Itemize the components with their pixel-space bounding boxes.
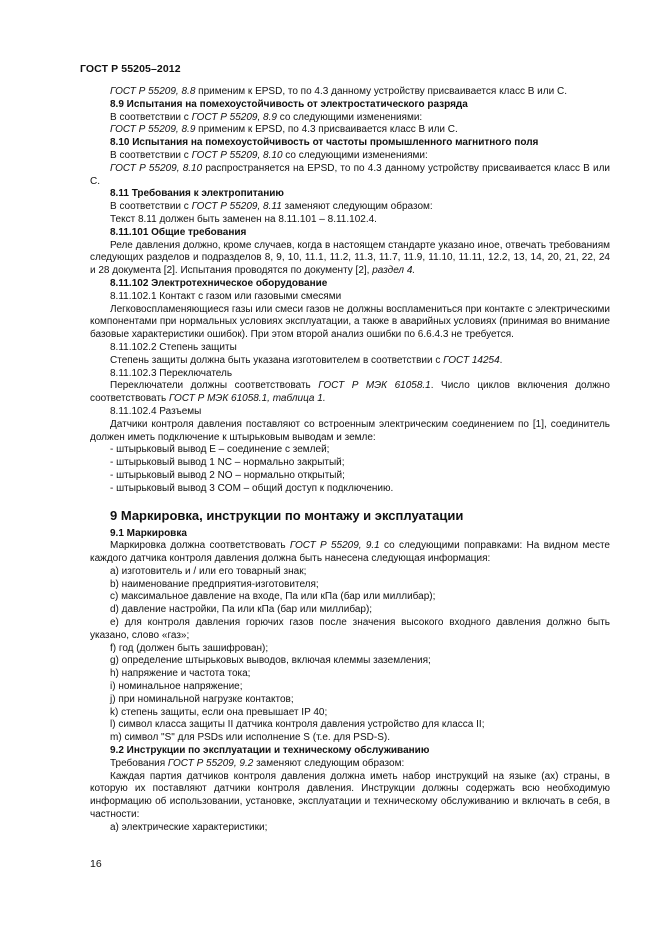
list-item: a) изготовитель и / или его товарный знак; (110, 565, 307, 577)
page-header: ГОСТ Р 55205–2012 (80, 63, 181, 75)
paragraph (90, 240, 610, 278)
subsection-title: 8.11.102.2 Степень защиты (110, 341, 237, 353)
text: применим к EPSD, по 4.3 присваивается класс B или C. (195, 124, 458, 136)
text: распространяется на EPSD, то по 4.3 данному устройству присваивается класс B или C. (90, 162, 610, 187)
list-item: d) давление настройки, Па или кПа (бар или миллибар); (110, 604, 373, 616)
list-item: e) для контроля давления горючих газов после значения высокого входного давления должно быть указано, слово «газ»; (90, 617, 610, 641)
subsection-title: 8.11.102.1 Контакт с газом или газовыми смесями (110, 290, 342, 302)
chapter-heading-9: 9 Маркировка, инструкции по монтажу и эксплуатации (110, 507, 464, 523)
list-item: - штырьковый вывод E – соединение с землей; (110, 444, 330, 456)
list-item: - штырьковый вывод 3 COM – общий доступ к подключению. (110, 482, 394, 494)
subsection-title: 8.11.102.3 Переключатель (110, 367, 233, 379)
text: В соответствии с (110, 111, 192, 123)
doc-reference: ГОСТ Р МЭК 61058.1, таблица 1. (168, 393, 326, 405)
list-item: j) при номинальной нагрузке контактов; (110, 693, 294, 705)
doc-reference: ГОСТ Р 55209, 8.8 (110, 86, 196, 97)
text: Реле давления должно, кроме случаев, когда в настоящем стандарте указано иное, отвечать требованиям следующих разделов и подразделов 8, 9, 10, 11.1, 11.2, 11.3, 11.7, 11.9, 11.10, 11.11, 12.2, 13, 14, 20, 21, 22, 24 и 28 документа [2]. Испытания проводятся по документу [2], (90, 239, 610, 277)
list-item: l) символ класса защиты II датчика контроля давления устройство для класса II; (110, 719, 485, 731)
text: заменяют следующим образом: (253, 757, 405, 769)
paragraph: Текст 8.11 должен быть заменен на 8.11.101 – 8.11.102.4. (110, 213, 377, 225)
subsection-title: 8.11.102.4 Разъемы (110, 405, 202, 417)
doc-reference: ГОСТ Р 55209, 8.10 (191, 149, 283, 161)
paragraph (90, 150, 610, 163)
text: Маркировка должна соответствовать (110, 540, 290, 552)
section-heading-8-11: 8.11 Требования к электропитанию (110, 188, 284, 200)
doc-reference: ГОСТ Р 55209, 9.1 (289, 540, 380, 552)
paragraph: Датчики контроля давления поставляют со встроенным электрическим соединением по [1], соединитель должен иметь подключение к штырьковым выводам и земле: (90, 418, 610, 443)
doc-reference: ГОСТ Р 55209, 8.9 (191, 111, 277, 123)
text: . (499, 354, 503, 366)
list-item: f) год (должен быть зашифрован); (110, 642, 269, 654)
doc-reference: ГОСТ 14254 (443, 354, 500, 366)
text: Требования (110, 757, 168, 769)
section-heading-9-1: 9.1 Маркировка (110, 527, 187, 539)
list-item: m) символ "S" для PSDs или исполнение S (т.е. для PSD-S). (110, 732, 390, 744)
section-heading-9-2: 9.2 Инструкции по эксплуатации и техническому обслуживанию (110, 745, 430, 757)
text: применим к EPSD, то по 4.3 данному устройству присваивается класс B или C. (195, 86, 567, 97)
paragraph (90, 355, 610, 368)
doc-reference: ГОСТ Р 55209, 8.10 (110, 162, 203, 174)
text: заменяют следующим образом: (281, 201, 433, 213)
doc-reference: ГОСТ Р МЭК 61058.1 (318, 380, 431, 392)
text: Переключатели должны соответствовать (110, 380, 319, 392)
doc-reference: ГОСТ Р 55209, 8.9 (110, 124, 196, 136)
list-item: i) номинальное напряжение; (110, 681, 243, 693)
paragraph: Легковоспламеняющиеся газы или смеси газов не должны воспламениться при контакте с электрическими компонентами при нормальных условиях эксплуатации, а также в аварийных условиях (принимая во внимание базовые характеристики ошибок). При этом второй анализ ошибки по 6.6.4.3 не требуется. (90, 303, 610, 341)
paragraph (90, 380, 610, 406)
text: . Число циклов включения должно соответствовать (90, 380, 610, 405)
list-item: h) напряжение и частота тока; (110, 668, 251, 680)
doc-reference: раздел 4. (372, 265, 416, 277)
paragraph (90, 540, 610, 566)
text: В соответствии с (110, 201, 192, 213)
list-item: k) степень защиты, если она превышает IP 40; (110, 706, 328, 718)
paragraph (90, 201, 610, 214)
list-item: g) определение штырьковых выводов, включая клеммы заземления; (110, 655, 431, 667)
section-heading-8-9: 8.9 Испытания на помехоустойчивость от электростатического разряда (110, 98, 468, 110)
paragraph (90, 124, 610, 137)
doc-reference: ГОСТ Р 55209, 8.11 (191, 201, 282, 213)
text: со следующими поправками: На видном месте каждого датчика контроля давления должна быть нанесена следующая информация: (90, 540, 610, 565)
paragraph (90, 112, 610, 125)
doc-reference: ГОСТ Р 55209, 9.2 (167, 757, 254, 769)
page-body (90, 86, 610, 835)
paragraph (90, 163, 610, 189)
list-item: c) максимальное давление на входе, Па или кПа (бар или миллибар); (110, 591, 436, 603)
text: со следующими изменениями: (276, 111, 423, 123)
paragraph (90, 86, 610, 99)
section-heading-8-10: 8.10 Испытания на помехоустойчивость от частоты промышленного магнитного поля (110, 137, 539, 149)
paragraph: Каждая партия датчиков контроля давления должна иметь набор инструкций на языке (ах) страны, в которую их поставляют датчики контроля давления. Инструкции должны содержать всю необходимую информацию об использовании, установке, эксплуатации и техническому обслуживанию и включать в себя, в частности: (90, 770, 610, 821)
page-number: 16 (90, 858, 102, 870)
text: со следующими изменениями: (282, 149, 428, 161)
list-item: - штырьковый вывод 1 NC – нормально закрытый; (110, 457, 345, 469)
text: Степень защиты должна быть указана изготовителем в соответствии с (110, 354, 444, 366)
section-heading-8-11-102: 8.11.102 Электротехническое оборудование (110, 277, 328, 289)
section-heading-8-11-101: 8.11.101 Общие требования (110, 226, 247, 238)
list-item: a) электрические характеристики; (110, 821, 268, 833)
list-item: - штырьковый вывод 2 NO – нормально открытый; (110, 469, 345, 481)
text: В соответствии с (110, 149, 192, 161)
paragraph (90, 758, 610, 771)
list-item: b) наименование предприятия-изготовителя; (110, 578, 319, 590)
